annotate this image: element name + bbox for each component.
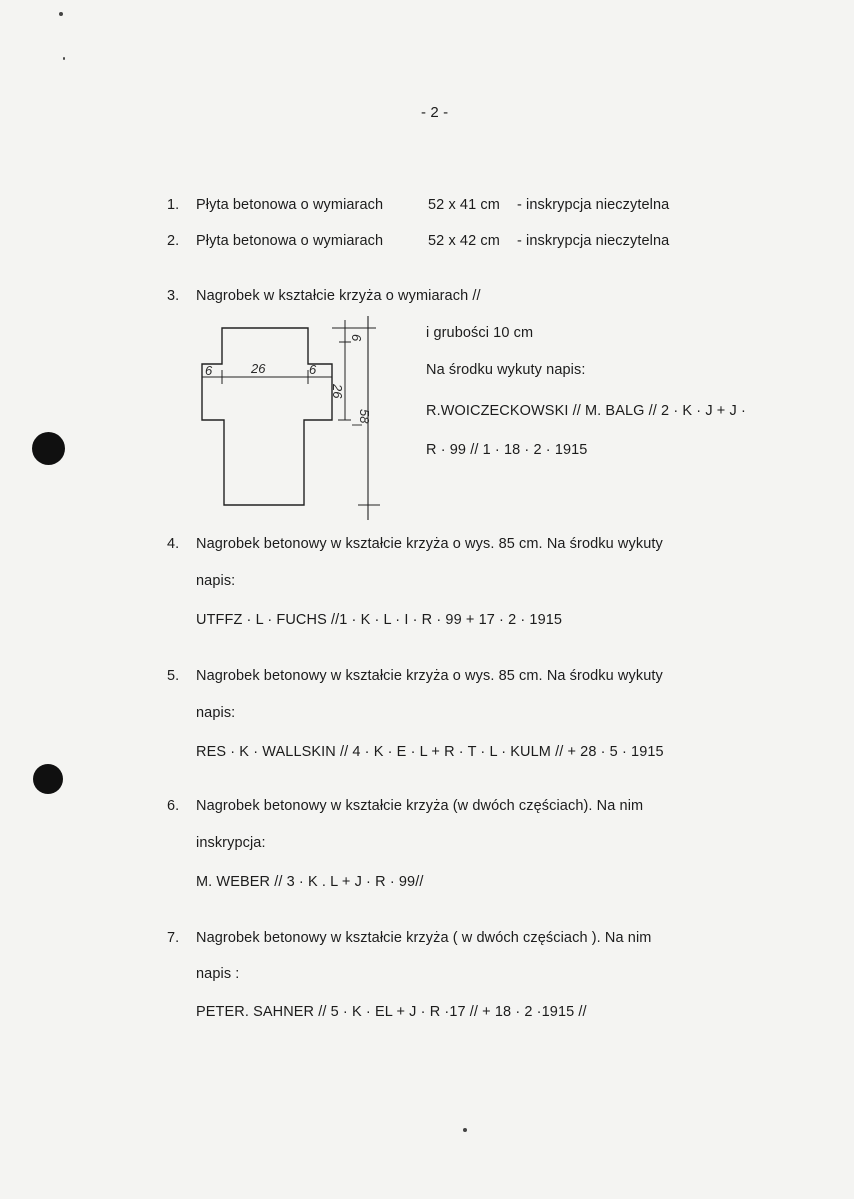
item-text: napis: xyxy=(196,573,236,589)
item-number: 6. xyxy=(167,798,180,814)
drawing-label-26: 26 xyxy=(251,361,266,376)
item-text: Nagrobek w kształcie krzyża o wymiarach // xyxy=(196,288,481,304)
drawing-label-6: 6 xyxy=(309,362,317,377)
item-side-line: Na środku wykuty napis: xyxy=(426,362,586,378)
item-inscription: R.WOICZECKOWSKI // M. BALG // 2 · K · J + J · xyxy=(426,403,746,419)
item-text: Nagrobek betonowy w kształcie krzyża ( w dwóch częściach ). Na nim xyxy=(196,930,652,946)
item-note: - inskrypcja nieczytelna xyxy=(517,233,670,249)
item-note: - inskrypcja nieczytelna xyxy=(517,197,670,213)
drawing-label-6: 6 xyxy=(205,363,213,378)
item-number: 3. xyxy=(167,288,180,304)
item-number: 4. xyxy=(167,536,180,552)
item-dimensions: 52 x 42 cm xyxy=(428,233,500,249)
scan-speck xyxy=(463,1128,467,1132)
item-inscription: PETER. SAHNER // 5 · K · EL + J · R ·17 // + 18 · 2 ·1915 // xyxy=(196,1004,587,1020)
item-text: napis : xyxy=(196,966,240,982)
scan-speck xyxy=(63,57,65,60)
drawing-label-6: 6 xyxy=(349,334,364,342)
item-text: inskrypcja: xyxy=(196,835,266,851)
page-number: - 2 - xyxy=(421,104,449,121)
item-inscription: R · 99 // 1 · 18 · 2 · 1915 xyxy=(426,442,588,458)
drawing-label-26: 26 xyxy=(330,384,345,399)
item-text: napis: xyxy=(196,705,236,721)
item-text: Nagrobek betonowy w kształcie krzyża (w dwóch częściach). Na nim xyxy=(196,798,644,814)
item-inscription: RES · K · WALLSKIN // 4 · K · E · L + R · T · L · KULM // + 28 · 5 · 1915 xyxy=(196,744,664,760)
scan-speck xyxy=(59,12,63,16)
item-number: 1. xyxy=(167,197,180,213)
item-inscription: UTFFZ · L · FUCHS //1 · K · L · I · R · 99 + 17 · 2 · 1915 xyxy=(196,612,563,628)
item-number: 7. xyxy=(167,930,180,946)
cross-dimension-drawing xyxy=(195,312,395,527)
item-number: 5. xyxy=(167,668,180,684)
item-text: Nagrobek betonowy w kształcie krzyża o wys. 85 cm. Na środku wykuty xyxy=(196,668,663,684)
drawing-label-58: 58 xyxy=(357,409,372,424)
punch-hole-top xyxy=(32,432,65,465)
item-number: 2. xyxy=(167,233,180,249)
item-text: Płyta betonowa o wymiarach xyxy=(196,197,384,213)
item-dimensions: 52 x 41 cm xyxy=(428,197,500,213)
item-text: Nagrobek betonowy w kształcie krzyża o wys. 85 cm. Na środku wykuty xyxy=(196,536,663,552)
item-text: Płyta betonowa o wymiarach xyxy=(196,233,384,249)
item-inscription: M. WEBER // 3 · K . L + J · R · 99// xyxy=(196,874,424,890)
punch-hole-bottom xyxy=(33,764,63,794)
item-side-line: i grubości 10 cm xyxy=(426,325,534,341)
cross-outline xyxy=(202,328,332,505)
